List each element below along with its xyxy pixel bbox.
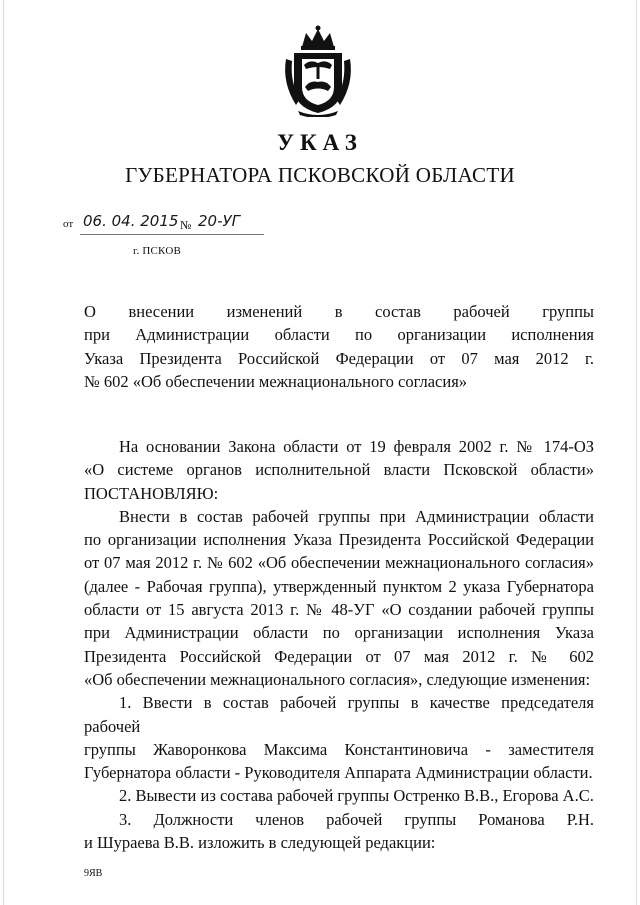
city-label: г. ПСКОВ [133,245,181,257]
subject-line: Указа Президента Российской Федерации от 07 мая 2012 г. [84,348,594,368]
basis-line: На основании Закона области от 19 февраля 2002 г. № 174-ОЗ [119,437,594,456]
date-underline [80,234,264,235]
handwritten-date: 06. 04. 2015 [83,212,179,230]
handwritten-number: 20-УГ [198,212,240,230]
date-prefix: от [63,218,74,230]
issuer-title: ГУБЕРНАТОРА ПСКОВСКОЙ ОБЛАСТИ [125,163,515,187]
subject-block [84,300,594,393]
decree-title: УКАЗ [277,130,363,155]
main-text [84,435,594,854]
intro-line: Президента Российской Федерации от 07 мая 2012 г. № 602 [84,646,594,666]
pskov-coat-of-arms-emblem [280,25,356,117]
subject-line: О внесении изменений в состав рабочей группы [84,302,594,321]
intro-line: от 07 мая 2012 г. № 602 «Об обеспечении межнационального согласия» [84,553,594,573]
subject-line: при Администрации области по организации исполнения [84,325,594,345]
item-1-line: 1. Ввести в состав рабочей группы в качестве председателя рабочей [84,693,594,736]
intro-line: области от 15 августа 2013 г. № 48-УГ «О создании рабочей группы [84,600,594,620]
subject-line: № 602 «Об обеспечении межнационального согласия» [84,371,468,391]
decree-verb: ПОСТАНОВЛЯЮ: [84,483,219,503]
footer-code: 9ЯВ [84,868,103,879]
intro-line: «Об обеспечении межнационального согласия», следующие изменения: [84,669,591,689]
item-2-line: 2. Вывести из состава рабочей группы Остренко В.В., Егорова А.С. [119,786,594,806]
intro-line: (далее - Рабочая группа), утвержденный пунктом 2 указа Губернатора [84,576,594,596]
item-1-line: группы Жаворонкова Максима Константиновича - заместителя [84,739,594,759]
basis-line: «О системе органов исполнительной власти Псковской области» [84,460,594,480]
intro-line: Внести в состав рабочей группы при Администрации области [119,506,594,526]
intro-line: при Администрации области по организации исполнения Указа [84,623,594,643]
number-prefix: № [180,218,192,232]
item-3-line: 3. Должности членов рабочей группы Романова Р.Н. [119,809,594,829]
item-1-line: Губернатора области - Руководителя Аппарата Администрации области. [84,763,593,783]
item-3-line: и Шураева В.В. изложить в следующей редакции: [84,833,436,853]
intro-line: по организации исполнения Указа Президента Российской Федерации [84,530,594,550]
